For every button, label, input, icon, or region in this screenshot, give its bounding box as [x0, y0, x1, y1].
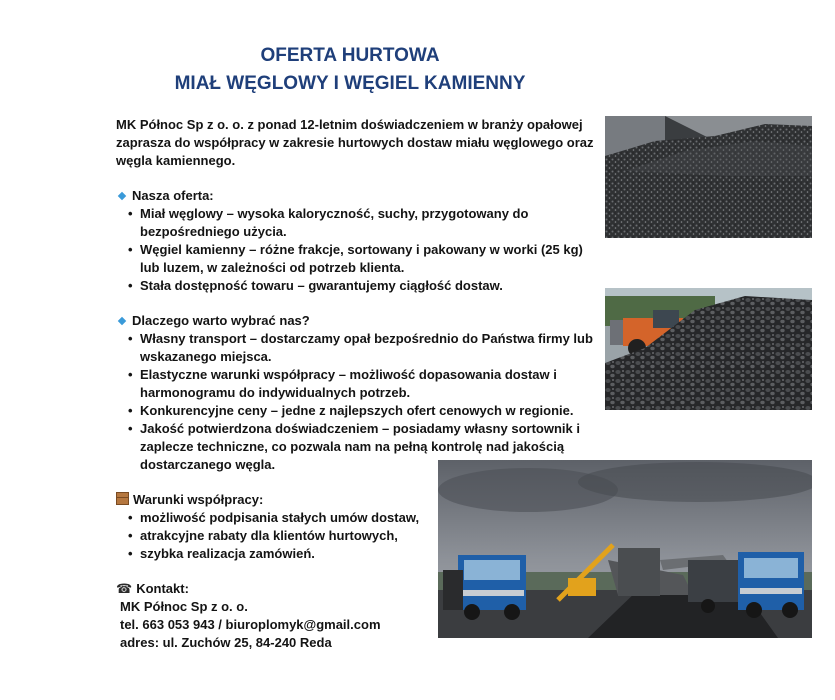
- contact-phone-email: tel. 663 053 943 / biuroplomyk@gmail.com: [120, 617, 381, 632]
- title-line-2: MIAŁ WĘGLOWY I WĘGIEL KAMIENNY: [174, 73, 526, 94]
- coal-pile-photo: [605, 116, 812, 238]
- why-heading: [116, 312, 310, 330]
- list-item: • Miał węglowy – wysoka kaloryczność, suchy, przygotowany do bezpośredniego użycia.: [118, 205, 583, 241]
- title-line-1: OFERTA HURTOWA: [260, 45, 440, 66]
- diamond-icon: [118, 317, 126, 325]
- offer-list: [118, 205, 583, 295]
- offer-heading-text: Nasza oferta:: [132, 188, 214, 203]
- why-list: [118, 330, 593, 474]
- coal-loader-photo: [605, 288, 812, 410]
- list-item: • Własny transport – dostarczamy opał bezpośrednio do Państwa firmy lub wskazanego miejsca.: [118, 330, 593, 366]
- terms-heading-text: Warunki współpracy:: [133, 492, 264, 507]
- contact-heading: [116, 580, 189, 598]
- list-item: • Elastyczne warunki współpracy – możliwość dopasowania dostaw i harmonogramu do indywidualnych potrzeb.: [118, 366, 593, 402]
- list-item: • Jakość potwierdzona doświadczeniem – posiadamy własny sortownik i zaplecze techniczne, co pozwala nam na pełną kontrolę nad jakością dostarczanego węgla.: [118, 420, 593, 474]
- list-item: • Konkurencyjne ceny – jedne z najlepszych ofert cenowych w regionie.: [118, 402, 593, 420]
- list-item: • możliwość podpisania stałych umów dostaw,: [118, 509, 438, 527]
- contact-address: adres: ul. Zuchów 25, 84-240 Reda: [120, 635, 332, 650]
- package-icon: [116, 492, 129, 505]
- contact-heading-text: Kontakt:: [136, 581, 189, 596]
- list-item: • atrakcyjne rabaty dla klientów hurtowych,: [118, 527, 438, 545]
- contact-company: MK Północ Sp z o. o.: [120, 599, 248, 614]
- intro-paragraph: MK Północ Sp z o. o. z ponad 12-letnim doświadczeniem w branży opałowej zaprasza do współpracy w zakresie hurtowych dostaw miału węglowego oraz węgla kamiennego.: [116, 117, 594, 168]
- offer-heading: [116, 187, 214, 205]
- list-item: • Stała dostępność towaru – gwarantujemy ciągłość dostaw.: [118, 277, 583, 295]
- why-heading-text: Dlaczego warto wybrać nas?: [132, 313, 310, 328]
- trucks-sorter-photo: [438, 460, 812, 638]
- diamond-icon: [118, 192, 126, 200]
- terms-list: [118, 509, 438, 563]
- list-item: • Węgiel kamienny – różne frakcje, sortowany i pakowany w worki (25 kg) lub luzem, w zależności od potrzeb klienta.: [118, 241, 583, 277]
- terms-heading: [116, 491, 263, 509]
- phone-icon: ☎: [116, 581, 133, 596]
- list-item: • szybka realizacja zamówień.: [118, 545, 438, 563]
